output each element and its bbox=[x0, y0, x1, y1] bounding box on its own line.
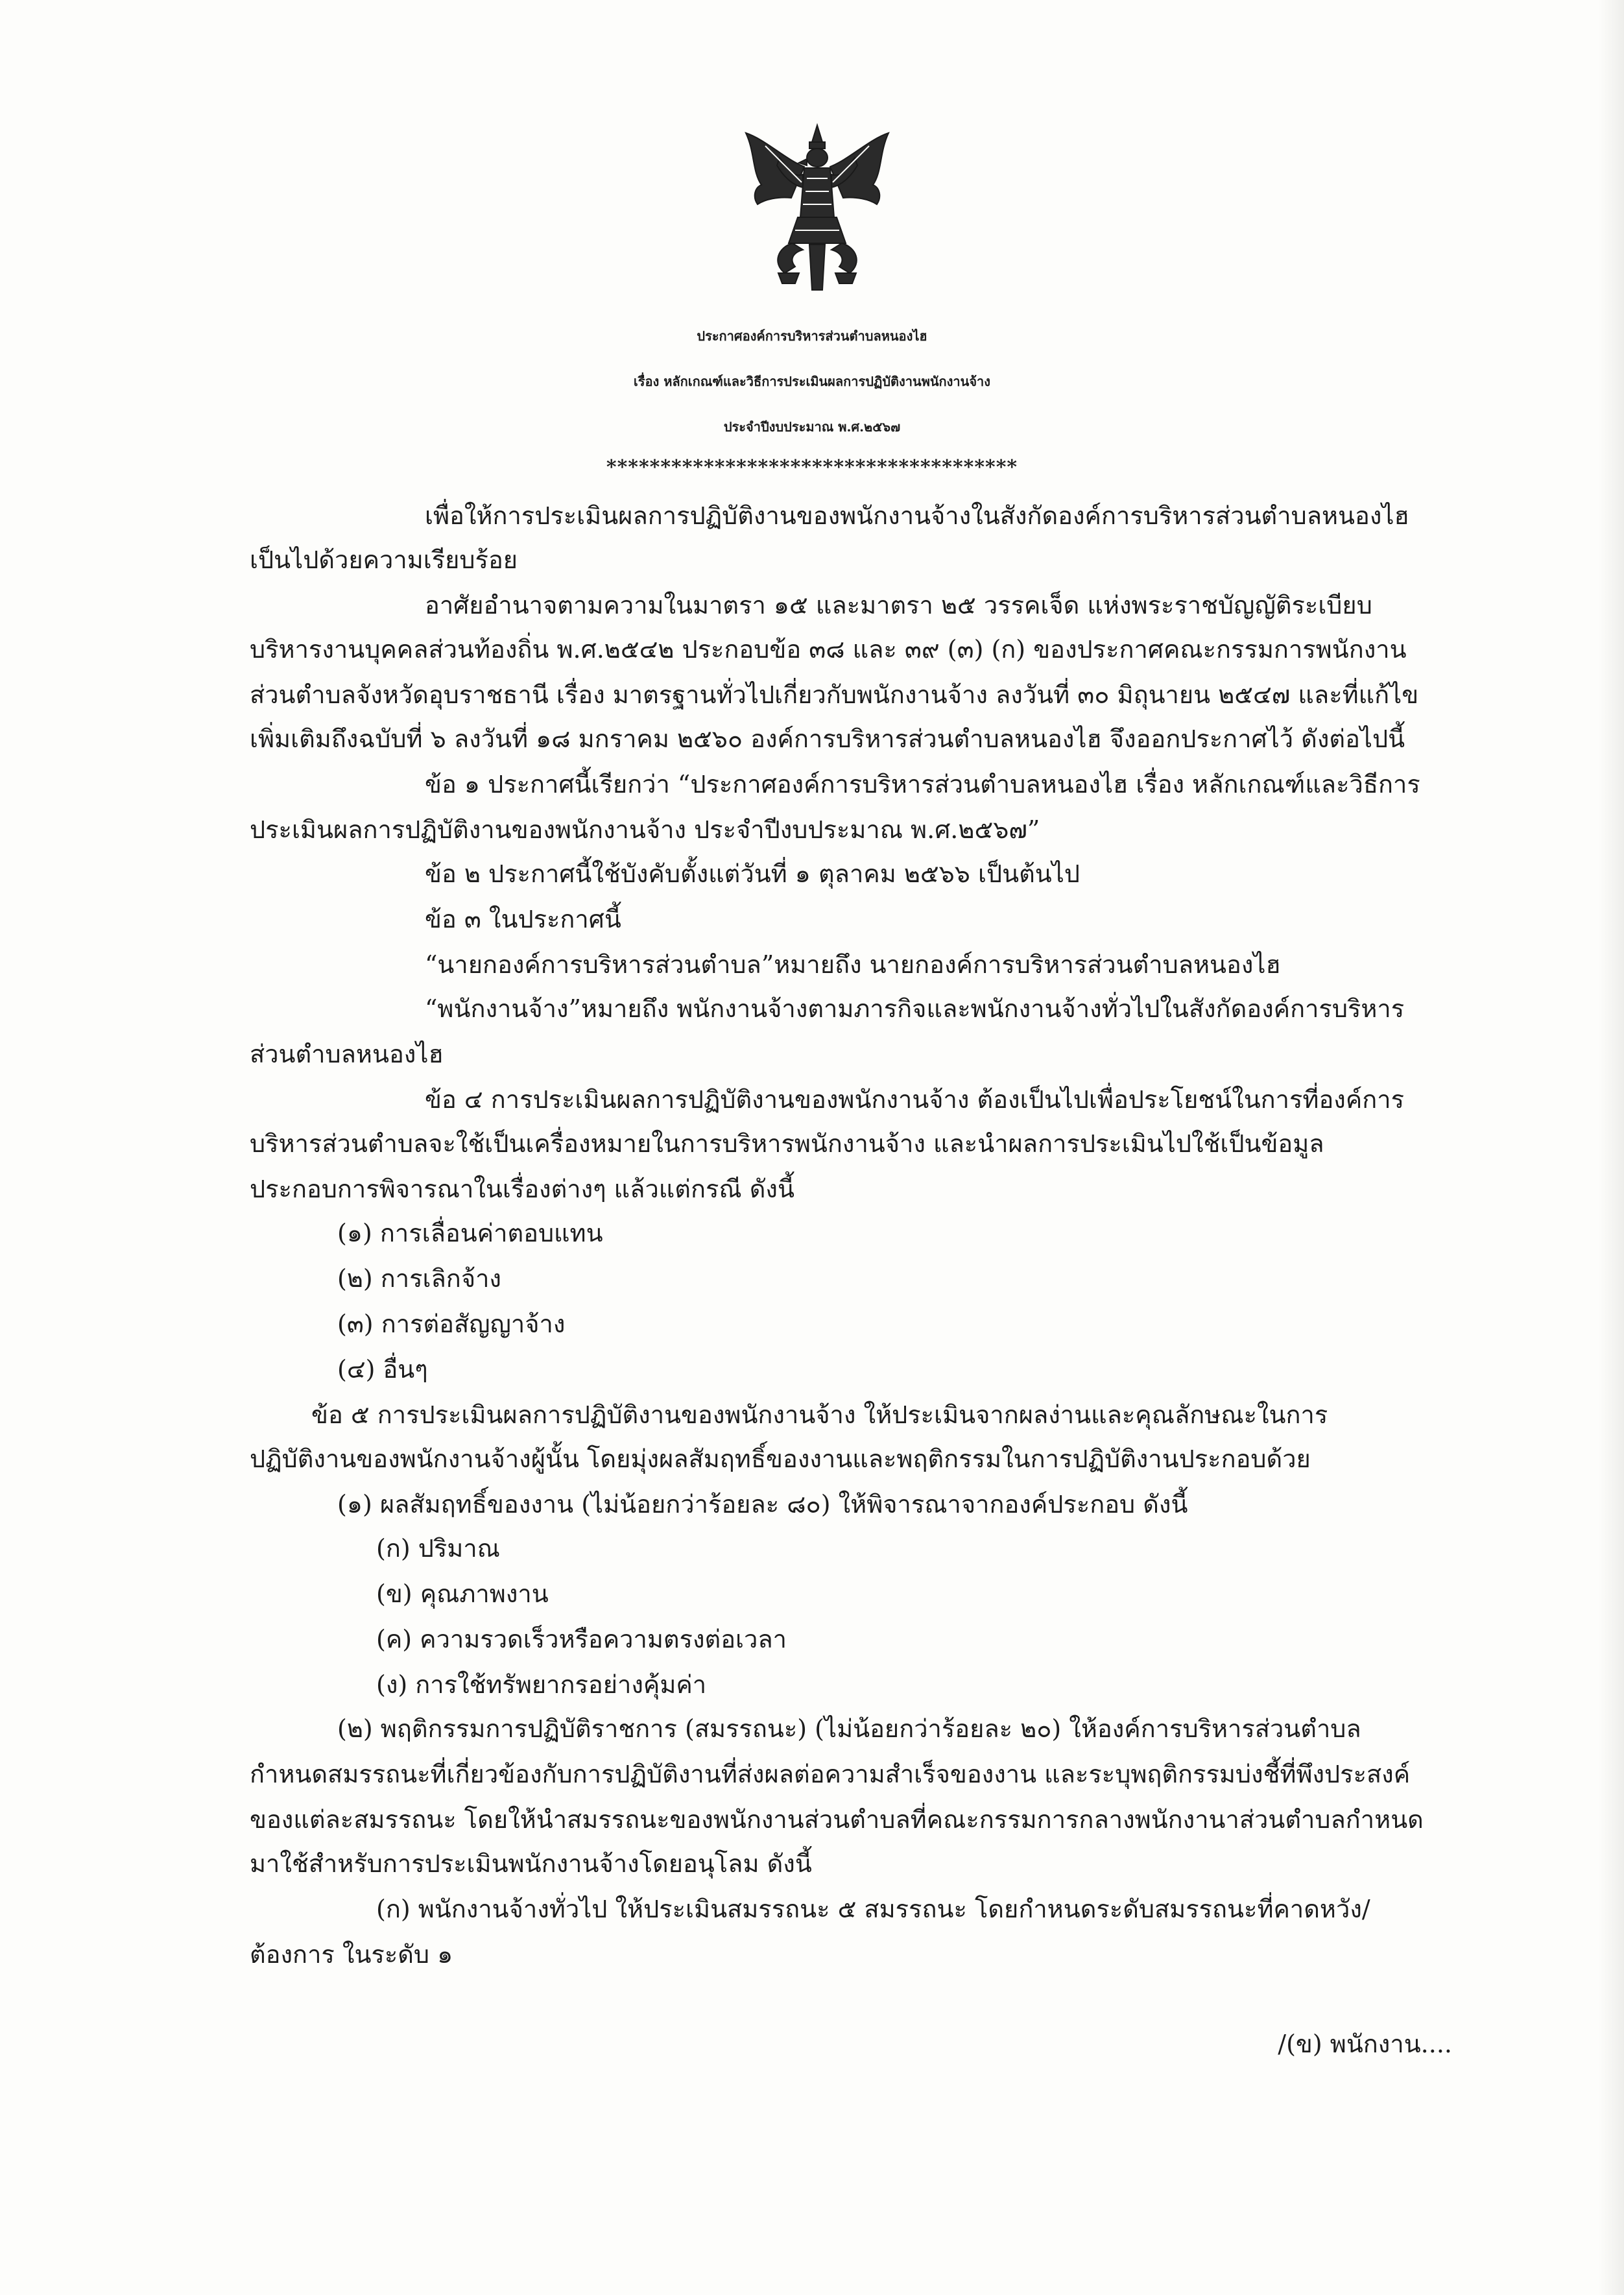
clause-5-sub-2a-line: ต้องการ ในระดับ ๑ bbox=[250, 1940, 453, 1969]
clause-3: ข้อ ๓ ในประกาศนี้ bbox=[425, 905, 621, 933]
garuda-emblem-icon bbox=[739, 120, 895, 295]
definition-line: ส่วนตำบลหนองไฮ bbox=[250, 1040, 444, 1068]
list-item: (๑) การเลื่อนค่าตอบแทน bbox=[337, 1219, 603, 1247]
announcement-subject: เรื่อง หลักเกณฑ์และวิธีการประเมินผลการปฏิบัติงานพนักงานจ้าง bbox=[633, 374, 991, 389]
clause-5-sub-1: (๑) ผลสัมฤทธิ์ของงาน (ไม่น้อยกว่าร้อยละ ๘๐) ให้พิจารณาจากองค์ประกอบ ดังนี้ bbox=[337, 1490, 1188, 1519]
title-separator: ************************************** bbox=[606, 456, 1018, 479]
clause-1-line: ประเมินผลการปฏิบัติงานของพนักงานจ้าง ประจำปีงบประมาณ พ.ศ.๒๕๖๗” bbox=[250, 815, 1040, 844]
paragraph-line: เป็นไปด้วยความเรียบร้อย bbox=[250, 546, 518, 574]
paragraph-line: อาศัยอำนาจตามความในมาตรา ๑๕ และมาตรา ๒๕ วรรคเจ็ด แห่งพระราชบัญญัติระเบียบ bbox=[425, 591, 1372, 619]
definition-line: “พนักงานจ้าง”หมายถึง พนักงานจ้างตามภารกิจและพนักงานจ้างทั่วไปในสังกัดองค์การบริหาร bbox=[425, 994, 1405, 1023]
list-item: (๒) การเลิกจ้าง bbox=[337, 1264, 501, 1293]
clause-4-line: ประกอบการพิจารณาในเรื่องต่างๆ แล้วแต่กรณี ดังนี้ bbox=[250, 1175, 794, 1203]
definition-line: “นายกองค์การบริหารส่วนตำบล”หมายถึง นายกองค์การบริหารส่วนตำบลหนองไฮ bbox=[425, 950, 1281, 979]
announcement-title: ประกาศองค์การบริหารส่วนตำบลหนองไฮ bbox=[697, 328, 927, 344]
list-item: (ก) ปริมาณ bbox=[376, 1534, 500, 1563]
paragraph-line: บริหารงานบุคคลส่วนท้องถิ่น พ.ศ.๒๕๔๒ ประกอบข้อ ๓๘ และ ๓๙ (๓) (ก) ของประกาศคณะกรรมการพนักงาน bbox=[250, 635, 1407, 664]
clause-5-sub-2-line: มาใช้สำหรับการประเมินพนักงานจ้างโดยอนุโลม ดังนี้ bbox=[250, 1849, 812, 1878]
paragraph-line: เพื่อให้การประเมินผลการปฏิบัติงานของพนักงานจ้างในสังกัดองค์การบริหารส่วนตำบลหนองไฮ bbox=[425, 501, 1409, 530]
clause-5-sub-2-line: กำหนดสมรรถนะที่เกี่ยวข้องกับการปฏิบัติงานที่ส่งผลต่อความสำเร็จของงาน และระบุพฤติกรรมบ่งชี้ที่พึงประสงค์ bbox=[250, 1760, 1411, 1788]
list-item: (๓) การต่อสัญญาจ้าง bbox=[337, 1310, 566, 1338]
clause-4-line: บริหารส่วนตำบลจะใช้เป็นเครื่องหมายในการบริหารพนักงานจ้าง และนำผลการประเมินไปใช้เป็นข้อมูล bbox=[250, 1129, 1324, 1158]
page-edge-shadow bbox=[1598, 0, 1624, 2295]
list-item: (ง) การใช้ทรัพยากรอย่างคุ้มค่า bbox=[376, 1670, 707, 1699]
list-item: (ค) ความรวดเร็วหรือความตรงต่อเวลา bbox=[376, 1625, 787, 1653]
clause-5-line: ข้อ ๕ การประเมินผลการปฏิบัติงานของพนักงานจ้าง ให้ประเมินจากผลง่านและคุณลักษณะในการ bbox=[311, 1400, 1328, 1429]
paragraph-line: ส่วนตำบลจังหวัดอุบราชธานี เรื่อง มาตรฐานทั่วไปเกี่ยวกับพนักงานจ้าง ลงวันที่ ๓๐ มิถุนายน ๒๕๔๗ และที่แก้ไข bbox=[250, 680, 1419, 709]
clause-5-sub-2a-line: (ก) พนักงานจ้างทั่วไป ให้ประเมินสมรรถนะ ๕ สมรรถนะ โดยกำหนดระดับสมรรถนะที่คาดหวัง/ bbox=[376, 1895, 1370, 1923]
continuation-note: /(ข) พนักงาน.... bbox=[1278, 2030, 1452, 2058]
list-item: (๔) อื่นๆ bbox=[337, 1355, 428, 1384]
announcement-fiscal-year: ประจำปีงบประมาณ พ.ศ.๒๕๖๗ bbox=[723, 419, 901, 435]
clause-5-sub-2-line: (๒) พฤติกรรมการปฏิบัติราชการ (สมรรถนะ) (ไม่น้อยกว่าร้อยละ ๒๐) ให้องค์การบริหารส่วนตำบล bbox=[337, 1714, 1361, 1743]
clause-4-line: ข้อ ๔ การประเมินผลการปฏิบัติงานของพนักงานจ้าง ต้องเป็นไปเพื่อประโยชน์ในการที่องค์การ bbox=[425, 1085, 1405, 1114]
clause-5-line: ปฏิบัติงานของพนักงานจ้างผู้นั้น โดยมุ่งผลสัมฤทธิ์ของงานและพฤติกรรมในการปฏิบัติงานประกอบด้วย bbox=[250, 1445, 1311, 1473]
clause-1-line: ข้อ ๑ ประกาศนี้เรียกว่า “ประกาศองค์การบริหารส่วนตำบลหนองไฮ เรื่อง หลักเกณฑ์และวิธีการ bbox=[425, 770, 1420, 799]
list-item: (ข) คุณภาพงาน bbox=[376, 1580, 549, 1608]
paragraph-line: เพิ่มเติมถึงฉบับที่ ๖ ลงวันที่ ๑๘ มกราคม ๒๕๖๐ องค์การบริหารส่วนตำบลหนองไฮ จึงออกประกาศไว้ ดังต่อไปนี้ bbox=[250, 725, 1405, 753]
clause-5-sub-2-line: ของแต่ละสมรรถนะ โดยให้นำสมรรถนะของพนักงานส่วนตำบลที่คณะกรรมการกลางพนักงานาส่วนตำบลกำหนด bbox=[250, 1805, 1424, 1834]
clause-2: ข้อ ๒ ประกาศนี้ใช้บังคับตั้งแต่วันที่ ๑ ตุลาคม ๒๕๖๖ เป็นต้นไป bbox=[425, 859, 1080, 888]
